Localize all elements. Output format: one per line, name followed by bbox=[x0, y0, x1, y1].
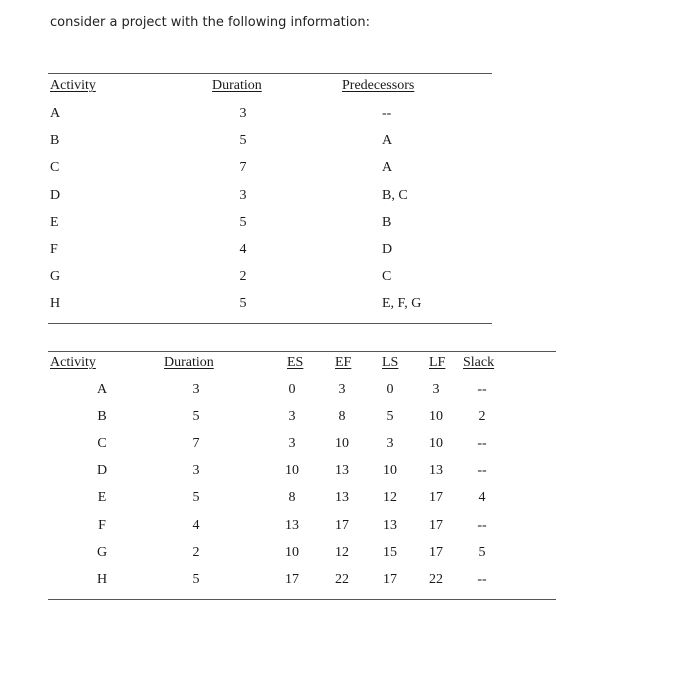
cell-duration: 4 bbox=[239, 242, 247, 257]
cell-lf: 10 bbox=[429, 409, 443, 425]
cell-ef: 3 bbox=[338, 382, 346, 397]
cell-es: 3 bbox=[288, 409, 296, 425]
predecessor-table bbox=[48, 73, 492, 325]
cell-ls: 10 bbox=[383, 463, 397, 479]
cell-es: 10 bbox=[285, 544, 299, 560]
cell-duration: 7 bbox=[239, 160, 247, 176]
cell-slack: 4 bbox=[478, 490, 486, 506]
cell-ls: 3 bbox=[386, 436, 394, 452]
cell-ef: 17 bbox=[335, 517, 349, 533]
table-top-rule bbox=[48, 351, 556, 352]
cell-duration: 2 bbox=[192, 544, 200, 560]
table-bottom-rule bbox=[48, 599, 556, 600]
cell-ls: 13 bbox=[383, 517, 397, 533]
table-top-rule bbox=[48, 73, 492, 74]
header-es: ES bbox=[287, 355, 304, 370]
cell-activity: A bbox=[96, 382, 108, 397]
cell-predecessors: C bbox=[382, 269, 392, 285]
cell-predecessors: D bbox=[382, 242, 393, 257]
cell-duration: 3 bbox=[239, 187, 247, 203]
cell-predecessors: B bbox=[382, 214, 392, 230]
cell-activity: C bbox=[97, 436, 107, 452]
cell-ef: 12 bbox=[335, 544, 349, 560]
cell-duration: 3 bbox=[239, 106, 247, 121]
cell-duration: 2 bbox=[239, 269, 247, 285]
cell-duration: 5 bbox=[192, 571, 200, 587]
header-activity: Activity bbox=[50, 355, 96, 370]
cell-predecessors: B, C bbox=[382, 187, 408, 203]
cell-predecessors: A bbox=[382, 160, 393, 176]
header-slack: Slack bbox=[463, 355, 495, 370]
cell-activity: H bbox=[96, 571, 108, 587]
cell-slack: -- bbox=[477, 517, 487, 533]
cell-activity: E bbox=[50, 214, 59, 230]
cell-predecessors: A bbox=[382, 133, 393, 149]
cell-ef: 13 bbox=[335, 490, 349, 506]
cell-es: 3 bbox=[288, 436, 296, 452]
cell-activity: B bbox=[97, 409, 107, 425]
header-ef: EF bbox=[335, 355, 352, 370]
cell-activity: D bbox=[50, 187, 61, 203]
cell-activity: C bbox=[50, 160, 60, 176]
header-predecessors: Predecessors bbox=[342, 78, 415, 93]
cell-slack: -- bbox=[477, 571, 487, 587]
cell-predecessors: -- bbox=[382, 106, 392, 121]
cell-activity: B bbox=[50, 133, 60, 149]
cell-duration: 5 bbox=[239, 133, 247, 149]
intro-text: consider a project with the following information: bbox=[50, 15, 370, 30]
cell-lf: 3 bbox=[432, 382, 440, 397]
cell-slack: -- bbox=[477, 382, 487, 397]
header-ls: LS bbox=[382, 355, 399, 370]
header-activity: Activity bbox=[50, 78, 96, 93]
cell-ls: 0 bbox=[386, 382, 394, 397]
cell-slack: -- bbox=[477, 436, 487, 452]
schedule-table bbox=[48, 351, 556, 601]
cell-lf: 10 bbox=[429, 436, 443, 452]
cell-duration: 7 bbox=[192, 436, 200, 452]
cell-slack: 5 bbox=[478, 544, 486, 560]
header-duration: Duration bbox=[164, 355, 214, 370]
cell-es: 8 bbox=[288, 490, 296, 506]
cell-lf: 13 bbox=[429, 463, 443, 479]
cell-ls: 17 bbox=[383, 571, 397, 587]
cell-ef: 8 bbox=[338, 409, 346, 425]
cell-ls: 5 bbox=[386, 409, 394, 425]
cell-duration: 5 bbox=[239, 214, 247, 230]
cell-es: 10 bbox=[285, 463, 299, 479]
table-bottom-rule bbox=[48, 323, 492, 324]
cell-ef: 13 bbox=[335, 463, 349, 479]
cell-activity: F bbox=[50, 242, 58, 257]
cell-ls: 12 bbox=[383, 490, 397, 506]
cell-slack: 2 bbox=[478, 409, 486, 425]
cell-lf: 17 bbox=[429, 544, 443, 560]
cell-ls: 15 bbox=[383, 544, 397, 560]
cell-activity: E bbox=[97, 490, 107, 506]
cell-duration: 5 bbox=[192, 409, 200, 425]
cell-es: 0 bbox=[288, 382, 296, 397]
cell-ef: 10 bbox=[335, 436, 349, 452]
cell-slack: -- bbox=[477, 463, 487, 479]
cell-es: 17 bbox=[285, 571, 299, 587]
cell-activity: H bbox=[50, 296, 61, 312]
cell-lf: 22 bbox=[429, 571, 443, 587]
cell-activity: D bbox=[96, 463, 108, 479]
cell-duration: 5 bbox=[192, 490, 200, 506]
cell-ef: 22 bbox=[335, 571, 349, 587]
cell-activity: G bbox=[50, 269, 61, 285]
cell-lf: 17 bbox=[429, 517, 443, 533]
cell-lf: 17 bbox=[429, 490, 443, 506]
cell-duration: 5 bbox=[239, 296, 247, 312]
cell-duration: 3 bbox=[192, 382, 200, 397]
cell-predecessors: E, F, G bbox=[382, 296, 422, 312]
cell-duration: 4 bbox=[192, 517, 200, 533]
cell-duration: 3 bbox=[192, 463, 200, 479]
cell-activity: A bbox=[50, 106, 61, 121]
header-duration: Duration bbox=[212, 78, 262, 93]
cell-activity: G bbox=[96, 544, 108, 560]
header-lf: LF bbox=[429, 355, 446, 370]
cell-activity: F bbox=[98, 517, 106, 533]
cell-es: 13 bbox=[285, 517, 299, 533]
